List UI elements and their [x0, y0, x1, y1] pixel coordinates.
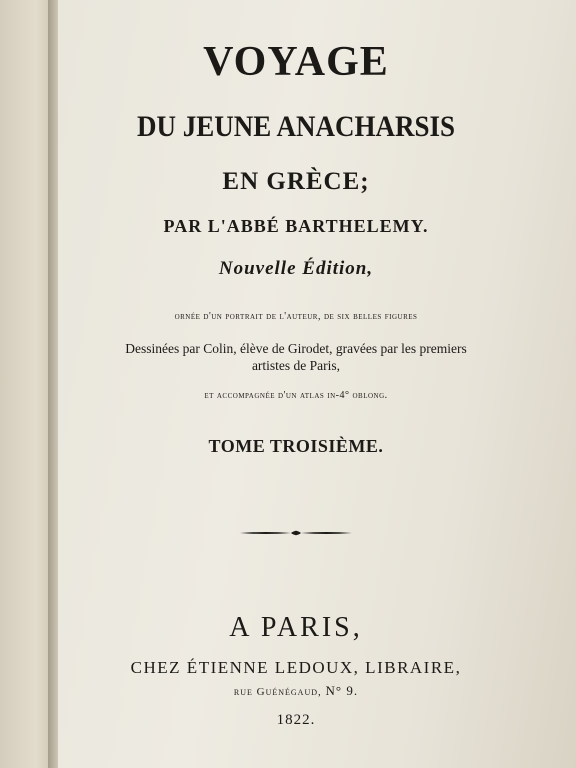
book-gutter: [48, 0, 58, 768]
book-title: VOYAGE: [203, 39, 389, 85]
imprint-address: [56, 683, 536, 699]
atlas-line: et accompagnée d'un atlas in-4° oblong.: [204, 390, 388, 401]
author-line: PAR L'ABBÉ BARTHELEMY.: [163, 216, 429, 236]
volume-line: TOME TROISIÈME.: [208, 436, 384, 456]
imprint-place: A PARIS,: [229, 612, 363, 643]
ornament-rule: [236, 526, 356, 540]
imprint-year: 1822.: [276, 712, 316, 728]
illustrations-note: [56, 340, 536, 374]
subtitle-line-1: DU JEUNE ANACHARSIS: [136, 110, 456, 143]
illustrations-line-2: artistes de Paris,: [251, 358, 341, 373]
address-number: N° 9.: [325, 683, 359, 698]
facing-page: [0, 0, 52, 768]
subtitle-line-2: EN GRÈCE;: [222, 168, 370, 195]
illustrations-line-1: Dessinées par Colin, élève de Girodet, gravées par les premiers: [125, 341, 467, 356]
address-street: rue Guénégaud,: [233, 686, 322, 698]
imprint-publisher: CHEZ ÉTIENNE LEDOUX, LIBRAIRE,: [130, 658, 462, 677]
edition-line: Nouvelle Édition,: [218, 258, 374, 279]
ornee-line: ornée d'un portrait de l'auteur, de six belles figures: [174, 311, 418, 322]
